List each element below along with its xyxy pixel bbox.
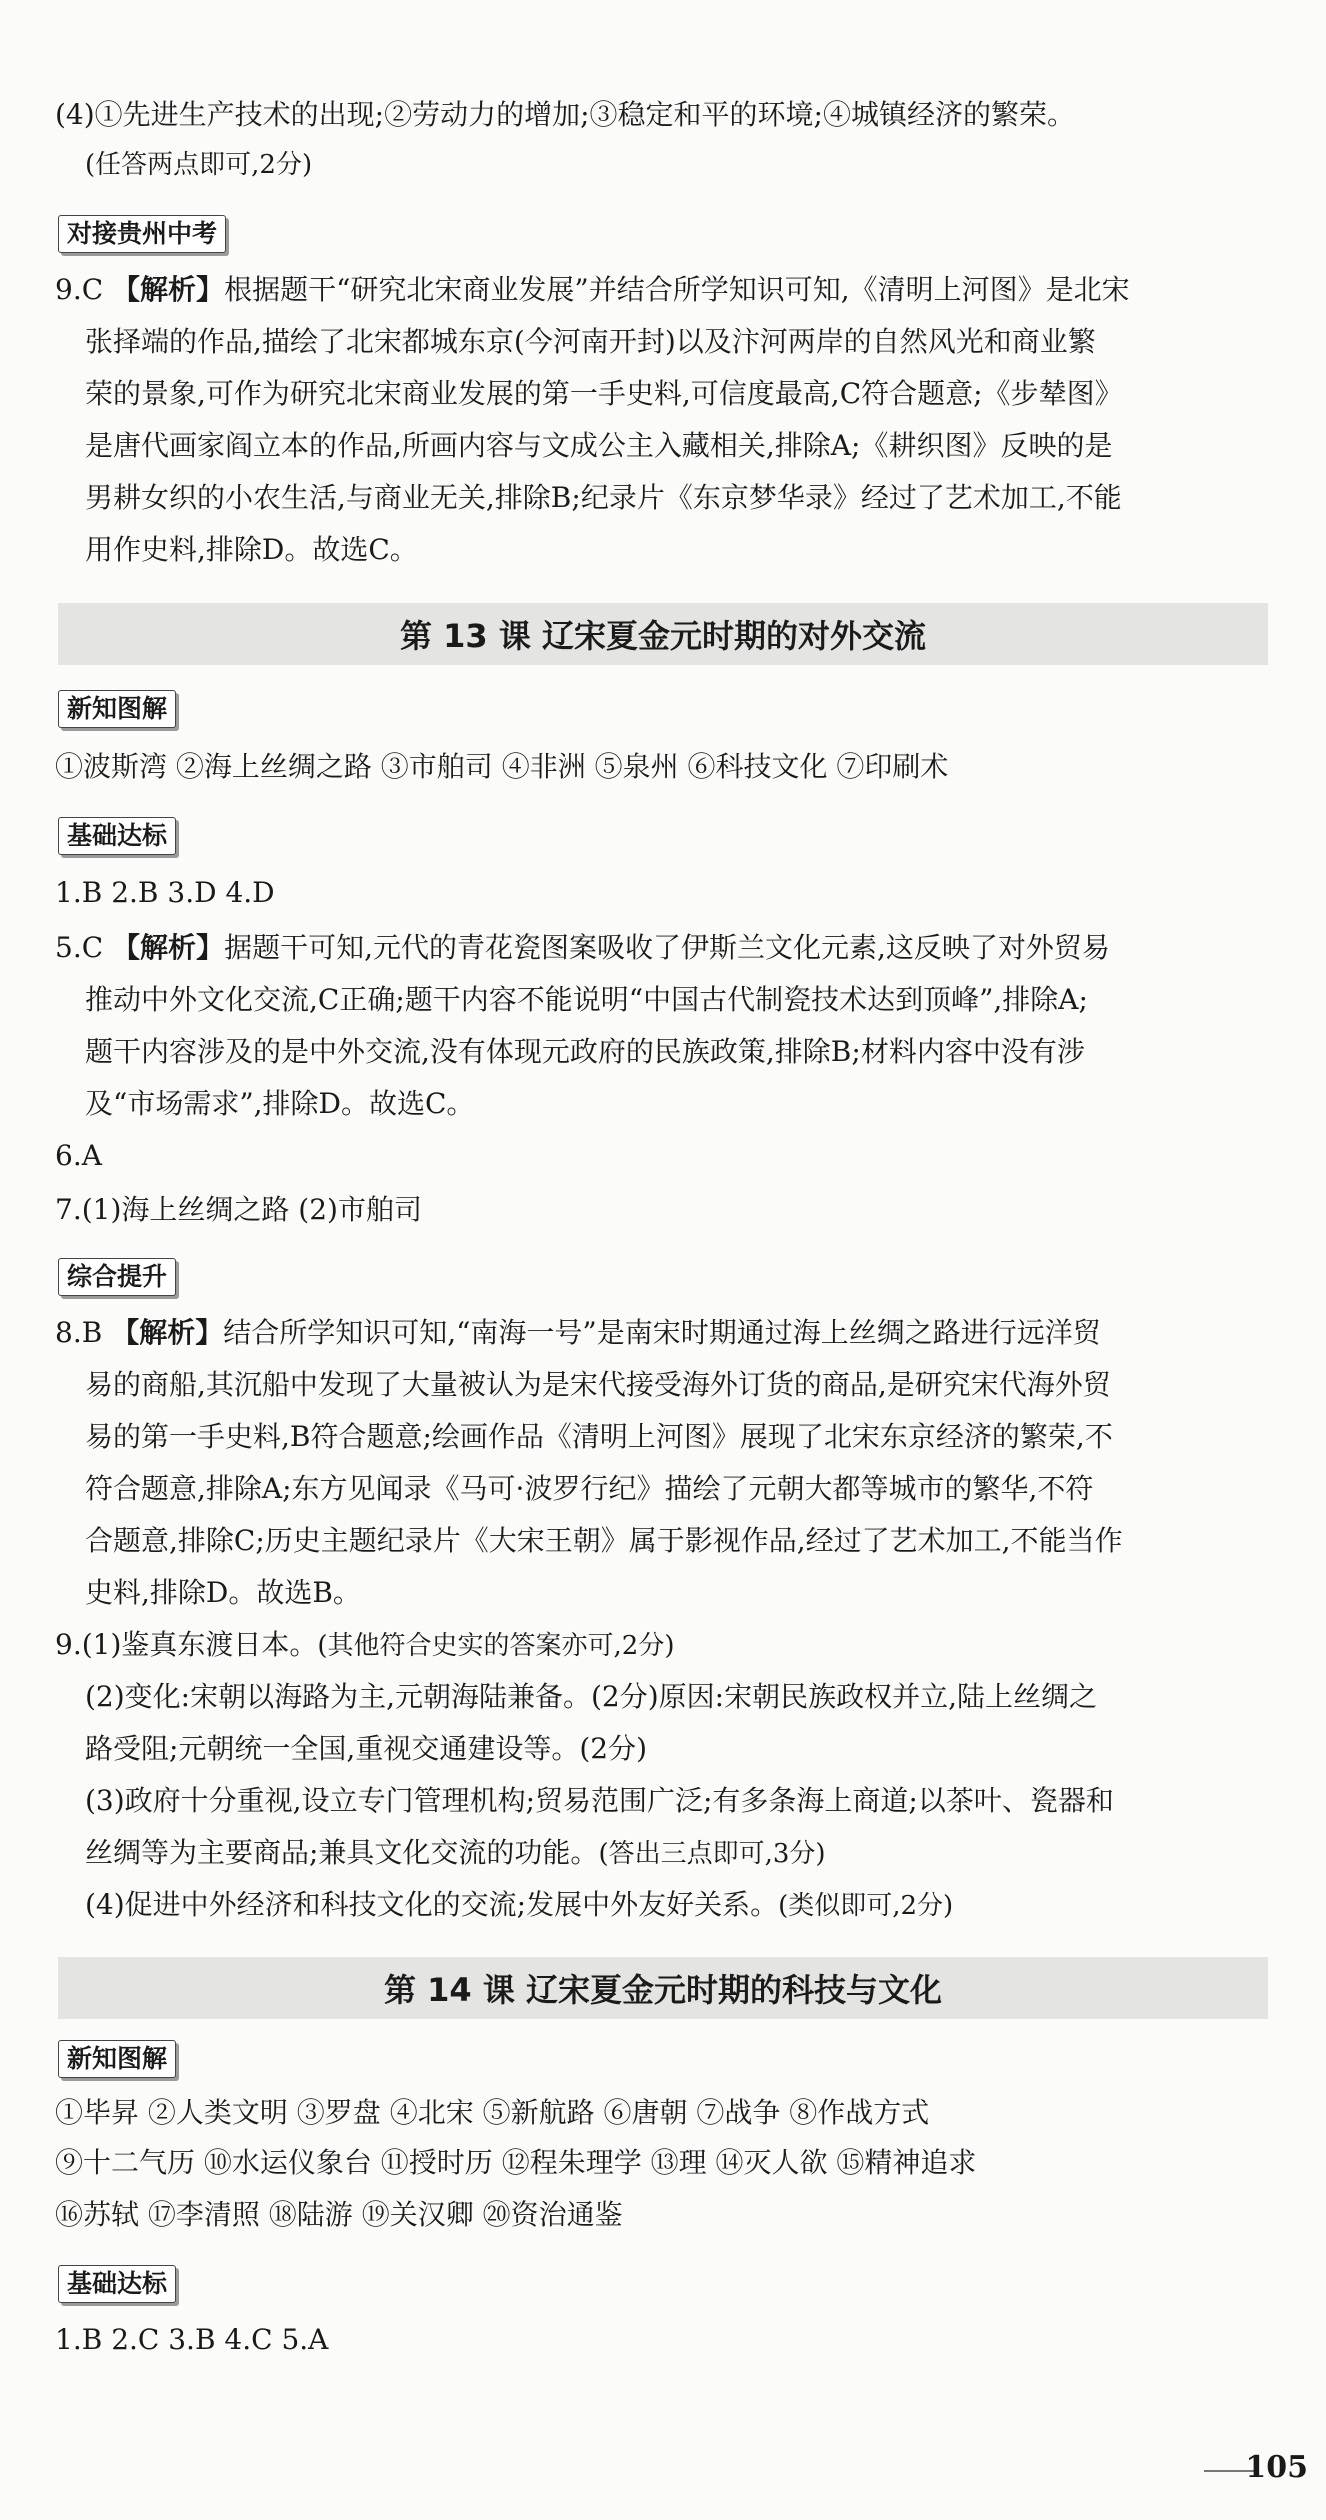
- jichu-answers: 1.B 2.B 3.D 4.D: [55, 876, 275, 909]
- text-line: (3)政府十分重视,设立专门管理机构;贸易范围广泛;有多条海上商道;以茶叶、瓷器和: [85, 1784, 1114, 1817]
- page-number: 105: [1245, 2450, 1308, 2485]
- text-line: 合题意,排除C;历史主题纪录片《大宋王朝》属于影视作品,经过了艺术加工,不能当作: [85, 1524, 1123, 1557]
- text-line: 张择端的作品,描绘了北宋都城东京(今河南开封)以及汴河两岸的自然风光和商业繁: [85, 325, 1096, 358]
- lesson-13-title: 第 13 课 辽宋夏金元时期的对外交流: [58, 603, 1268, 665]
- section-tag-xinzhi: 新知图解: [58, 2040, 176, 2078]
- text-line: 丝绸等为主要商品;兼具文化交流的功能。(答出三点即可,3分): [85, 1836, 826, 1869]
- text-line: (4)促进中外经济和科技文化的交流;发展中外友好关系。(类似即可,2分): [85, 1888, 954, 1921]
- section-tag-zonghe: 综合提升: [58, 1258, 176, 1296]
- text-line: 推动中外文化交流,C正确;题干内容不能说明“中国古代制瓷技术达到顶峰”,排除A;: [85, 983, 1088, 1016]
- text-line: (任答两点即可,2分): [85, 150, 313, 180]
- lesson-14-title: 第 14 课 辽宋夏金元时期的科技与文化: [58, 1957, 1268, 2019]
- section-tag-xinzhi: 新知图解: [58, 690, 176, 728]
- text-line: 用作史料,排除D。故选C。: [85, 533, 418, 566]
- text-line: 及“市场需求”,排除D。故选C。: [85, 1087, 475, 1120]
- section-tag-jichu: 基础达标: [58, 2265, 176, 2303]
- text-line: 易的商船,其沉船中发现了大量被认为是宋代接受海外订货的商品,是研究宋代海外贸: [85, 1368, 1111, 1401]
- jichu-answers: 1.B 2.C 3.B 4.C 5.A: [55, 2323, 329, 2356]
- answer-8-line: 8.B 【解析】结合所学知识可知,“南海一号”是南宋时期通过海上丝绸之路进行远洋贸: [55, 1316, 1101, 1349]
- text-line: 史料,排除D。故选B。: [85, 1576, 361, 1609]
- text-line: (2)变化:宋朝以海路为主,元朝海陆兼备。(2分)原因:宋朝民族政权并立,陆上丝绸之: [85, 1680, 1097, 1713]
- answer-5-line: 5.C 【解析】据题干可知,元代的青花瓷图案吸收了伊斯兰文化元素,这反映了对外贸易: [55, 931, 1110, 964]
- text-line: (4)①先进生产技术的出现;②劳动力的增加;③稳定和平的环境;④城镇经济的繁荣。: [55, 98, 1075, 131]
- text-line: 是唐代画家阎立本的作品,所画内容与文成公主入藏相关,排除A;《耕织图》反映的是: [85, 429, 1113, 462]
- text-line: 题干内容涉及的是中外交流,没有体现元政府的民族政策,排除B;材料内容中没有涉: [85, 1035, 1085, 1068]
- xinzhi-answers: ⑯苏轼 ⑰李清照 ⑱陆游 ⑲关汉卿 ⑳资治通鉴: [55, 2198, 623, 2231]
- text-line: 易的第一手史料,B符合题意;绘画作品《清明上河图》展现了北宋东京经济的繁荣,不: [85, 1420, 1113, 1453]
- answer-7: 7.(1)海上丝绸之路 (2)市舶司: [55, 1193, 422, 1226]
- xinzhi-answers: ①波斯湾 ②海上丝绸之路 ③市舶司 ④非洲 ⑤泉州 ⑥科技文化 ⑦印刷术: [55, 750, 949, 783]
- section-tag-guizhou: 对接贵州中考: [58, 215, 226, 253]
- xinzhi-answers: ①毕昇 ②人类文明 ③罗盘 ④北宋 ⑤新航路 ⑥唐朝 ⑦战争 ⑧作战方式: [55, 2096, 930, 2129]
- answer-9-line: 9.C 【解析】根据题干“研究北宋商业发展”并结合所学知识可知,《清明上河图》是北宋: [55, 273, 1130, 306]
- text-line: 荣的景象,可作为研究北宋商业发展的第一手史料,可信度最高,C符合题意;《步辇图》: [85, 377, 1123, 410]
- section-tag-jichu: 基础达标: [58, 817, 176, 855]
- text-line: 男耕女织的小农生活,与商业无关,排除B;纪录片《东京梦华录》经过了艺术加工,不能: [85, 481, 1122, 514]
- answer-6: 6.A: [55, 1139, 102, 1172]
- text-line: 路受阻;元朝统一全国,重视交通建设等。(2分): [85, 1732, 647, 1765]
- text-line: 符合题意,排除A;东方见闻录《马可·波罗行纪》描绘了元朝大都等城市的繁华,不符: [85, 1472, 1094, 1505]
- answer-9-line: 9.(1)鉴真东渡日本。(其他符合史实的答案亦可,2分): [55, 1628, 675, 1661]
- xinzhi-answers: ⑨十二气历 ⑩水运仪象台 ⑪授时历 ⑫程朱理学 ⑬理 ⑭灭人欲 ⑮精神追求: [55, 2146, 977, 2179]
